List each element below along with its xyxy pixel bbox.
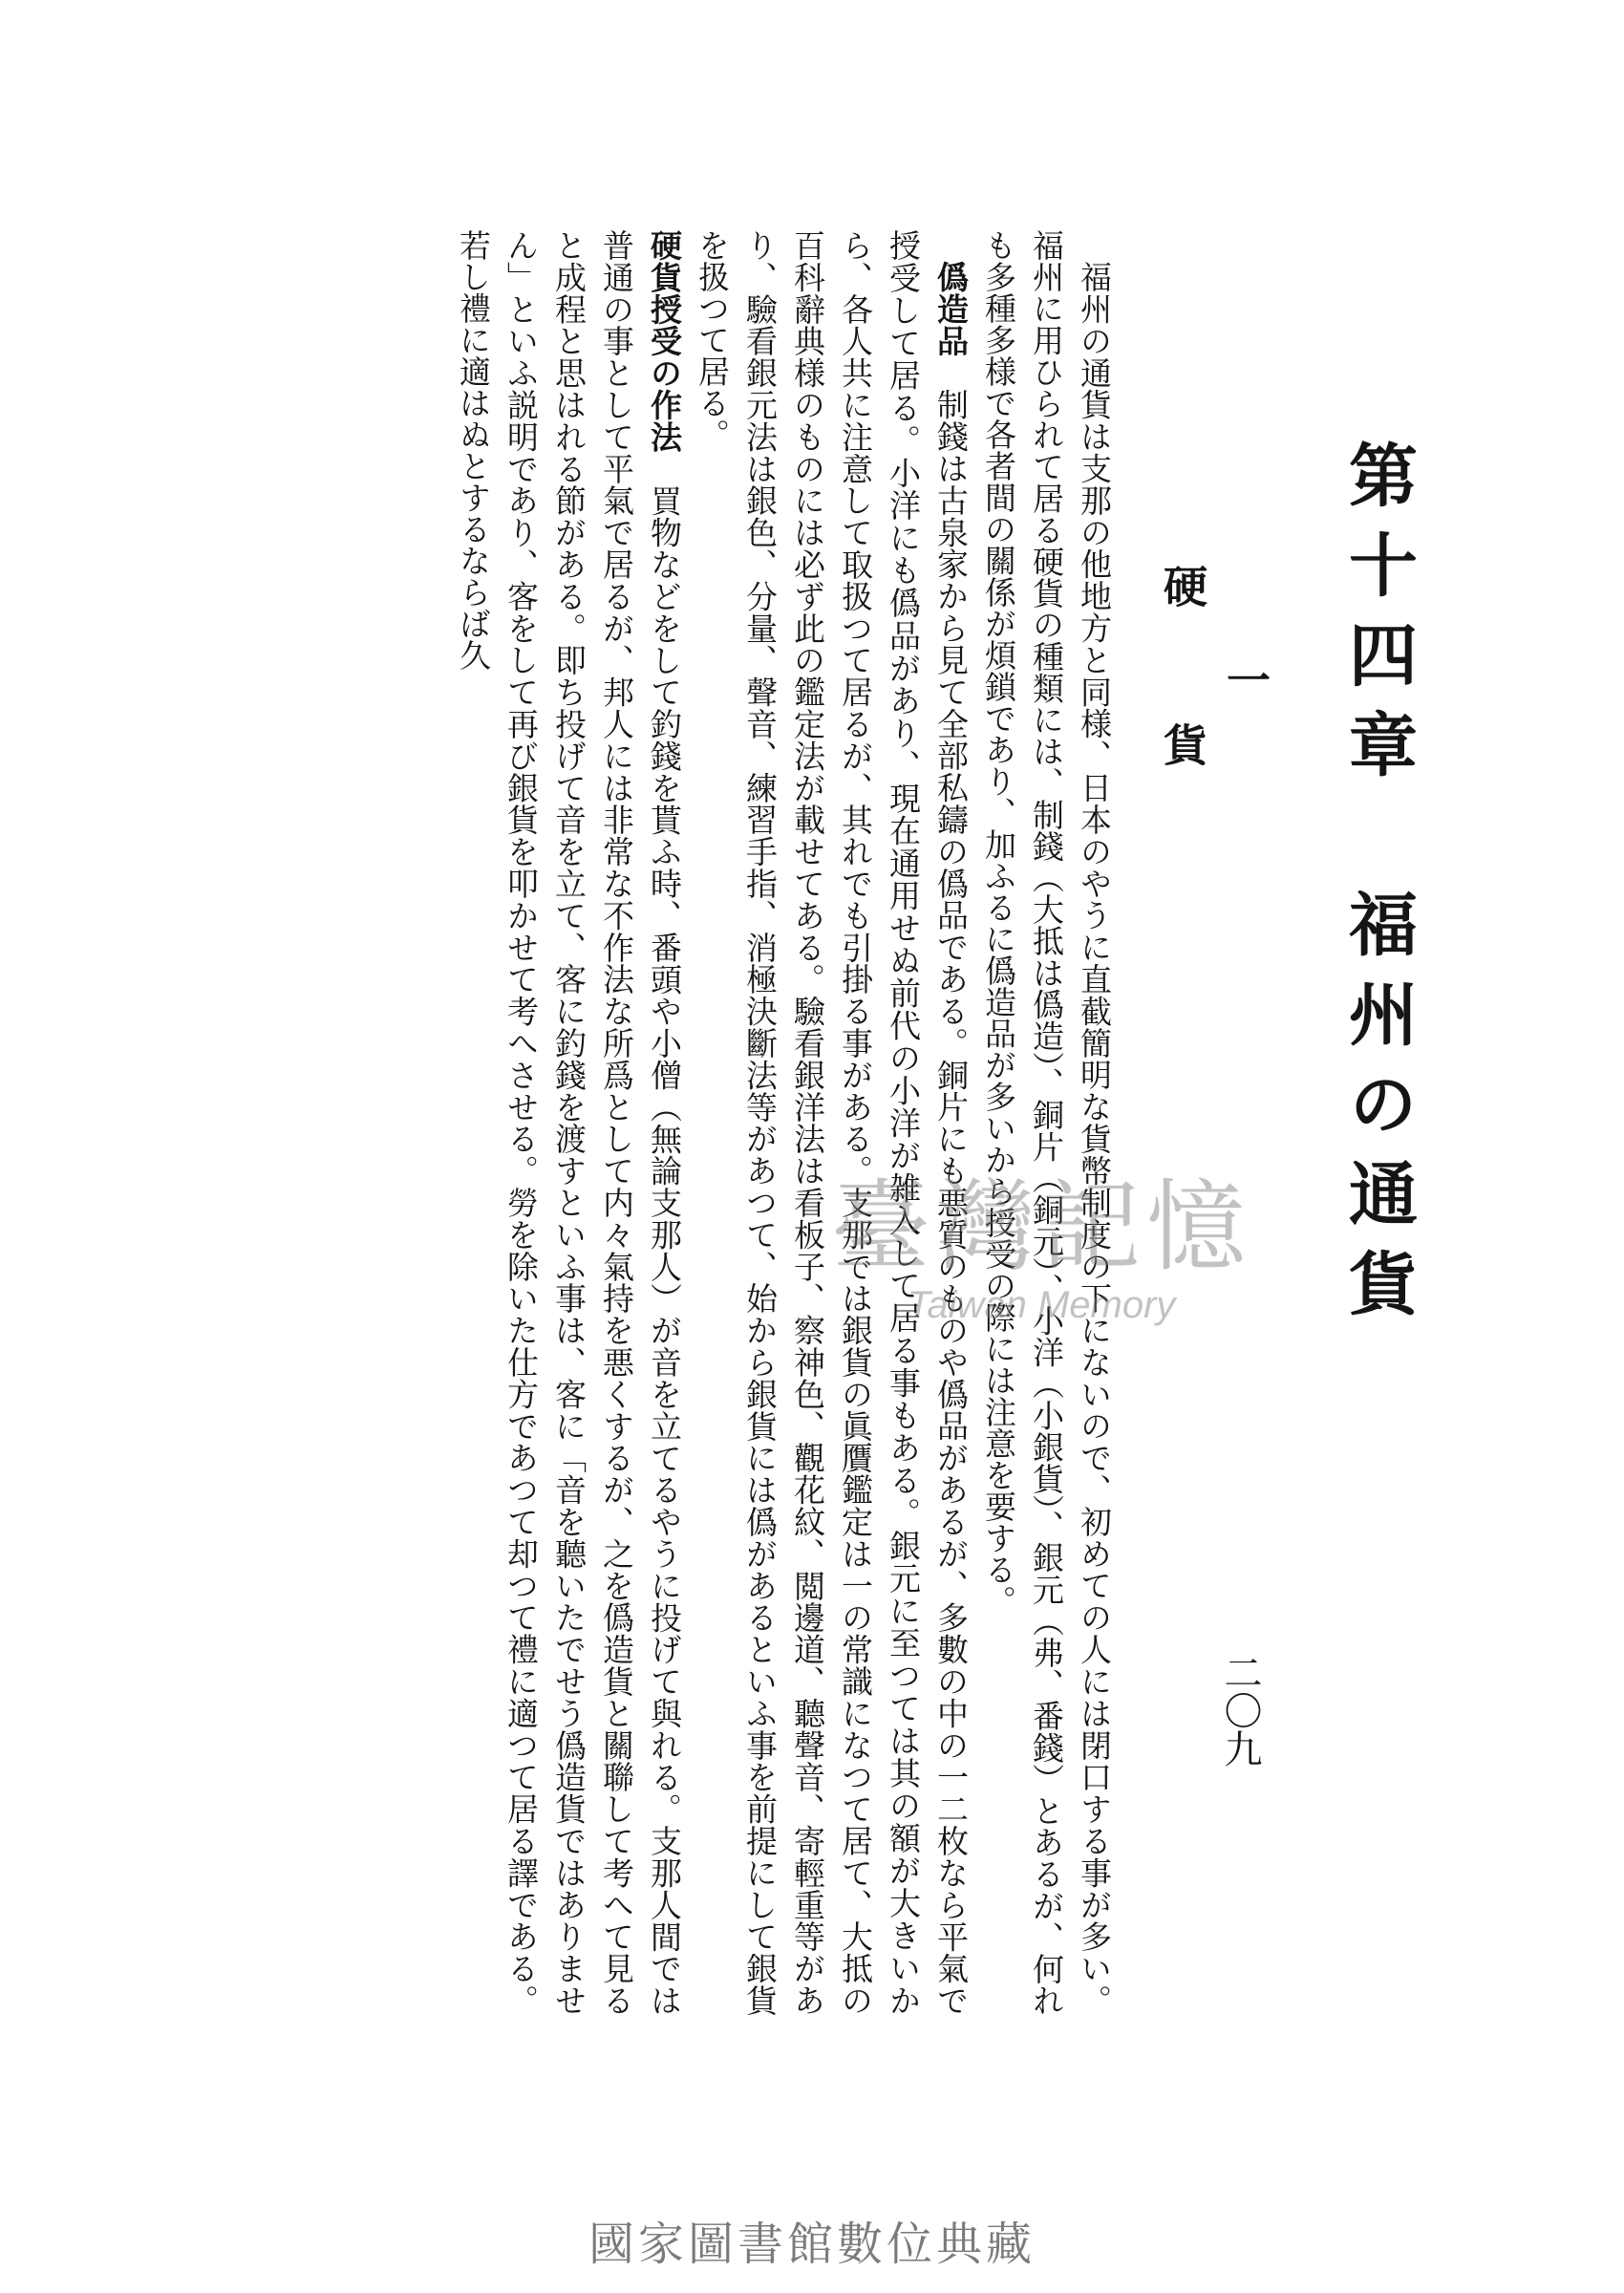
- watermark-chinese: 臺灣記憶: [831, 1168, 1252, 1285]
- watermark-logo: [831, 1146, 1251, 1327]
- section-title: 硬貨: [1157, 564, 1208, 881]
- section-heading: [1151, 564, 1277, 881]
- body-text: [315, 229, 1118, 2016]
- paragraph-counterfeits-text: 制錢は古泉家から見て全部私鑄の僞品である。銅片にも悪質のものや僞品があるが、多數の中の一二枚なら平氣で授受して居る。小洋にも僞品があり、現在通用せぬ前代の小洋が雑入して居る事もある。銀元に至つては其の額が大きいから、各人共に注意して取扱つて居るが、其れでも引掛る事がある。支那では銀貨の眞贋鑑定は一の常識になつて居て、大抵の百科辭典様のものには必ず此の鑑定法が載せてある。驗看銀洋法は看板子、察神色、觀花紋、閲邊道、聽聲音、寄輕重等があり、驗看銀元法は銀色、分量、聲音、練習手指、消極決斷法等があつて、始から銀貨には僞があるといふ事を前提にして銀貨を扱つて居る。: [694, 229, 970, 2016]
- footer-credit: 國家圖書館數位典藏: [588, 2218, 1036, 2271]
- paragraph-etiquette-text: 買物などをして釣錢を貰ふ時、番頭や小僧（無論支那人）が音を立てるやうに投げて與れる。支那人間では普通の事として平氣で居るが、邦人には非常な不作法な所爲として内々氣持を悪くするが、之を僞造貨と關聯して考へて見ると成程と思はれる節がある。即ち投げて音を立て、客に釣錢を渡すといふ事は、客に「音を聽いたでせう僞造貨ではありません」といふ説明であり、客をして再び銀貨を叩かせて考へさせる。勞を除いた仕方であつて却つて禮に適つて居る譯である。若し禮に適はぬとするならば久: [455, 229, 683, 2016]
- run-in-heading-counterfeits: 僞造品: [932, 261, 970, 357]
- page-number: 二〇九: [1218, 1653, 1262, 1768]
- chapter-title: 第十四章 福州の通貨: [1337, 439, 1419, 1338]
- run-in-heading-etiquette: 硬貨授受の作法: [646, 229, 683, 453]
- paragraph-etiquette: [449, 229, 688, 2016]
- paragraph-counterfeits: [688, 229, 974, 2016]
- section-number: 一: [1220, 657, 1271, 701]
- watermark-english: Taiwan Memory: [907, 1284, 1176, 1326]
- paragraph-intro: 福州の通貨は支那の他地方と同様、日本のやうに直截簡明な貨幣制度の下にないので、初めての人には閉口する事が多い。福州に用ひられて居る硬貨の種類には、制錢（大抵は僞造）、銅片（銅元）、小洋（小銀貨）、銀元（弗、番錢）とあるが、何れも多種多様で各者間の關係が煩鎖であり、加ふるに僞造品が多いから授受の際には注意を要する。: [980, 229, 1113, 2016]
